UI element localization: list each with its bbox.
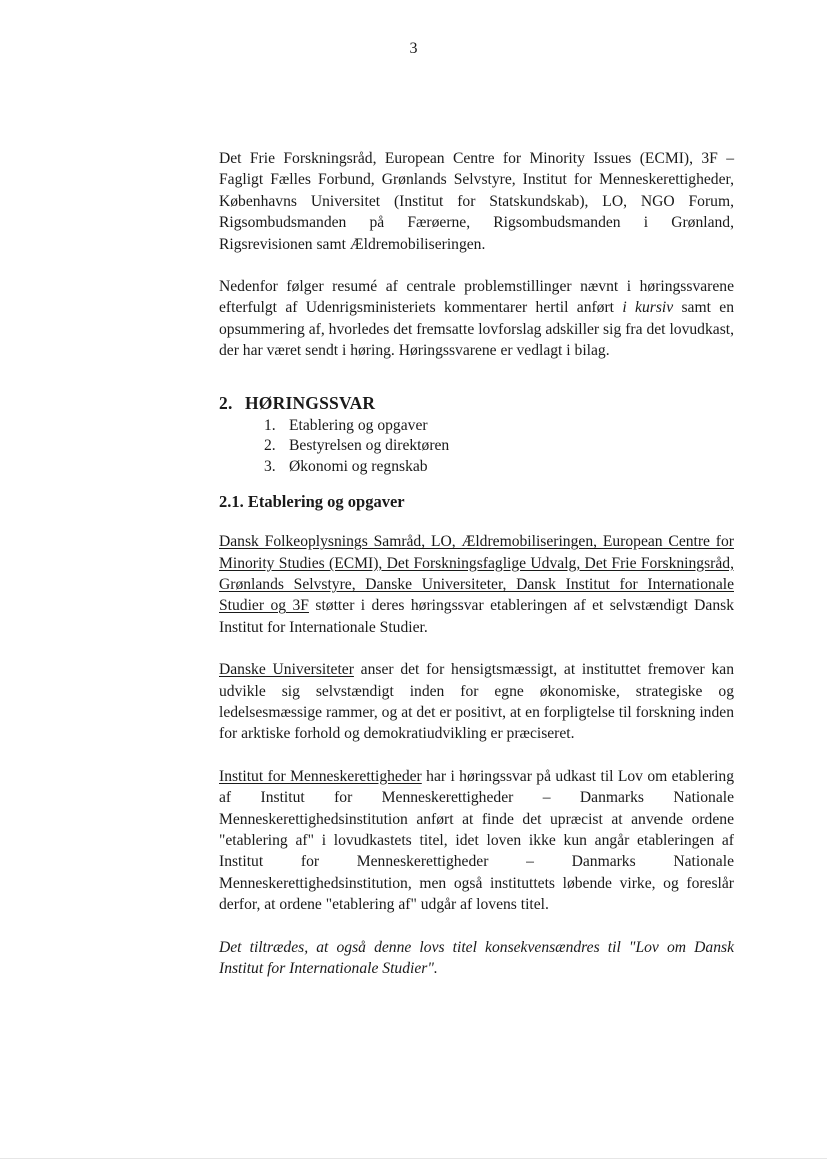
paragraph-text: anser det for hensigtsmæssigt, at instituttet fremover kan udvikle sig selvstændigt inden for egne økonomiske, strategiske og ledelsesmæssige rammer, og at det er positivt, at en forpligtelse til forskning inden for arktiske forhold og demokratiudvikling er præciseret. [219,661,734,743]
page-bottom-edge [0,1158,827,1159]
subsection-paragraph-1 [219,531,734,638]
section-number: 2. [219,392,233,413]
toc-item [264,457,734,478]
toc-index: 3. [264,457,276,475]
toc-label: Økonomi og regnskab [289,457,428,475]
toc-index: 2. [264,437,276,455]
toc-item [264,416,734,437]
summary-text-2: samt en opsummering af, hvorledes det fremsatte lovforslag adskiller sig fra det lovudkast, der har været sendt i høring. Høringssvarene er vedlagt i bilag. [219,299,734,360]
subsection-paragraph-2 [219,659,734,745]
subsection-paragraph-3 [219,766,734,916]
intro-paragraph: Det Frie Forskningsråd, European Centre for Minority Issues (ECMI), 3F – Fagligt Fælles Forbund, Grønlands Selvstyre, Institut for Menneskerettigheder, Københavns Universitet (Institut for Statskundskab), LO, NGO Forum, Rigsombudsmanden på Færøerne, Rigsombudsmanden i Grønland, Rigsrevisionen samt Ældremobiliseringen. [219,150,734,253]
toc-item [264,436,734,457]
section-heading [219,392,734,414]
toc-label: Etablering og opgaver [289,416,428,434]
page-number: 3 [409,40,418,57]
subsection-heading: 2.1. Etablering og opgaver [219,492,405,512]
ministry-comment: Det tiltrædes, at også denne lovs titel konsekvensændres til "Lov om Dansk Institut for Internationale Studier". [219,938,734,978]
toc-label: Bestyrelsen og direktøren [289,437,450,455]
section-toc [219,416,734,478]
respondent-name: Institut for Menneskerettigheder [219,767,422,785]
section-title: HØRINGSSVAR [245,392,376,413]
respondent-name: Danske Universiteter [219,661,354,679]
summary-italic: i kursiv [622,299,674,317]
respondents-list: Dansk Folkeoplysnings Samråd, LO, Ældremobiliseringen, European Centre for Minority Studies (ECMI), Det Forskningsfaglige Udvalg, Det Frie Forskningsråd, Grønlands Selvstyre, Danske Universiteter, Dansk Institut for Internationale Studier og 3F [219,533,734,615]
summary-text-1: Nedenfor følger resumé af centrale problemstillinger nævnt i høringssvarene efterfulgt af Udenrigsministeriets kommentarer hertil anført [219,278,734,317]
document-body [219,148,734,979]
paragraph-text: støtter i deres høringssvar etableringen af et selvstændigt Dansk Institut for Internationale Studier. [219,597,735,636]
paragraph-text: har i høringssvar på udkast til Lov om etablering af Institut for Menneskerettigheder – Danmarks Nationale Menneskerettighedsinstitution anført at finde det upræcist at anvende ordene "etablering af" i lovudkastets titel, idet loven ikke kun angår etableringen af Institut for Menneskerettigheder – Danmarks Nationale Menneskerettighedsinstitution, men også instituttets løbende virke, og foreslår derfor, at ordene "etablering af" udgår af lovens titel. [219,767,735,914]
toc-index: 1. [264,416,276,434]
summary-paragraph [219,276,734,362]
